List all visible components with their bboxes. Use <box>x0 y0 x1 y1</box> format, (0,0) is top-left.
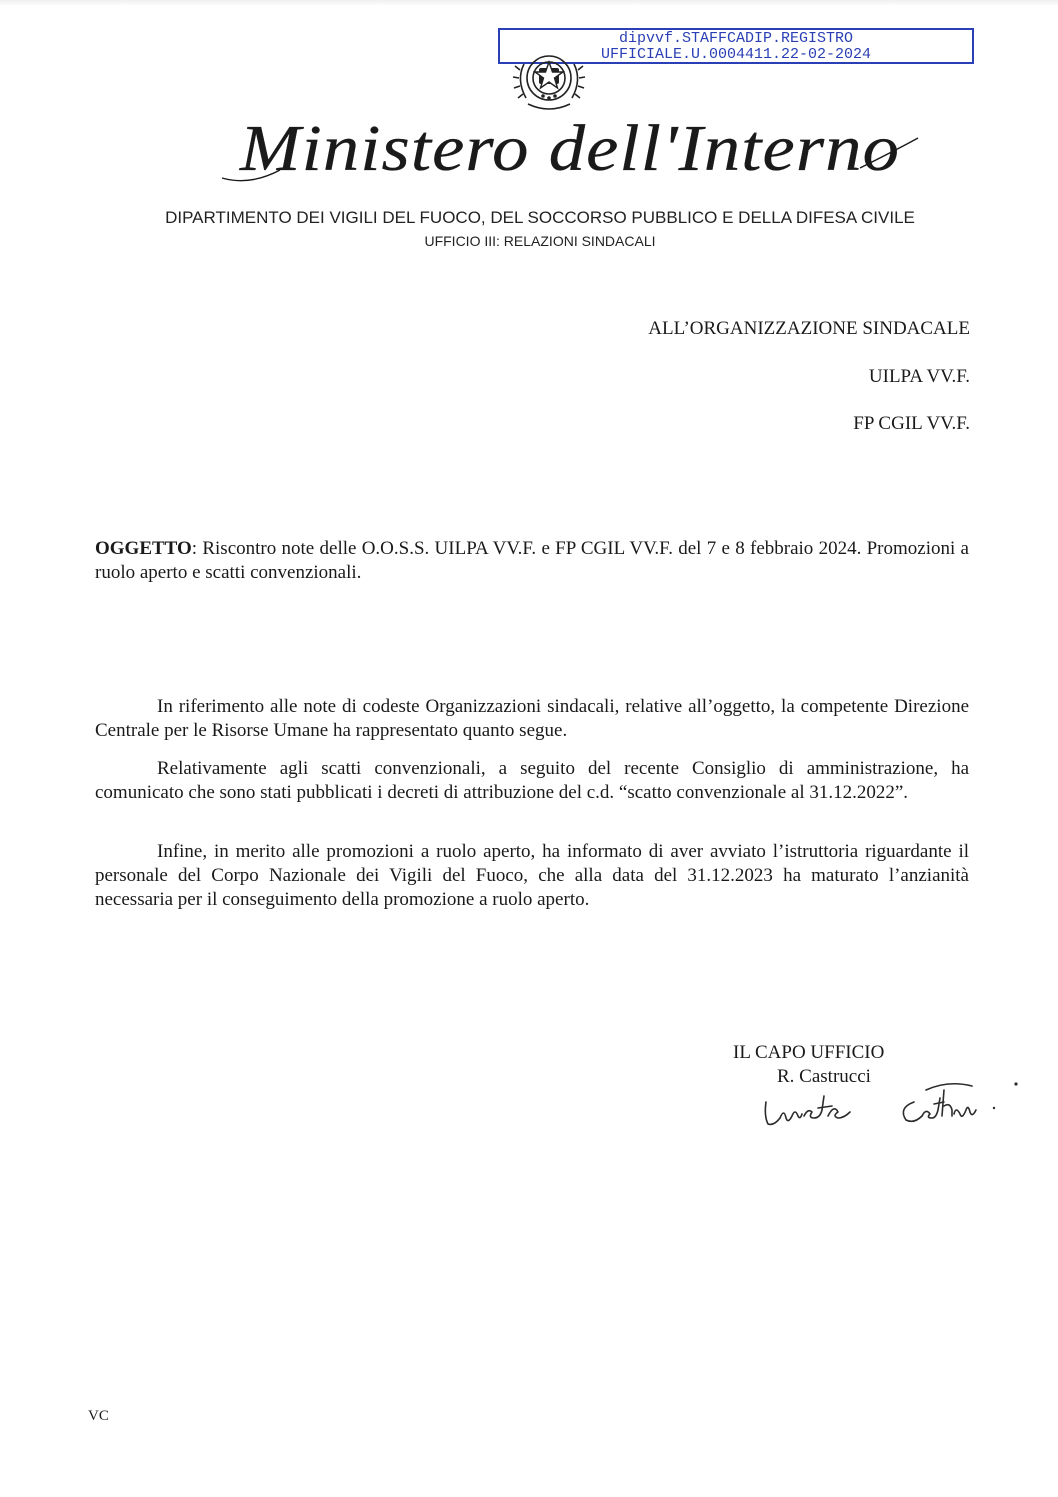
ministry-title <box>210 108 930 198</box>
body-paragraph: Infine, in merito alle promozioni a ruolo aperto, ha informato di aver avviato l’istruttoria riguardante il personale del Corpo Nazionale dei Vigili del Fuoco, che alla data del 31.12.2023 ha maturato l’anzianità necessaria per il conseguimento della promozione a ruolo aperto. <box>95 841 969 910</box>
handwritten-signature <box>758 1072 1026 1132</box>
office-name: UFFICIO III: RELAZIONI SINDACALI <box>424 233 656 249</box>
signatory-name: R. Castrucci <box>777 1066 871 1087</box>
subject-block <box>95 537 969 585</box>
recipient-line: ALL’ORGANIZZAZIONE SINDACALE <box>648 318 970 339</box>
department-name: DIPARTIMENTO DEI VIGILI DEL FUOCO, DEL SOCCORSO PUBBLICO E DELLA DIFESA CIVILE <box>165 208 915 227</box>
scan-edge <box>0 0 1058 6</box>
body-paragraph: In riferimento alle note di codeste Organizzazioni sindacali, relative all’oggetto, la competente Direzione Centrale per le Risorse Umane ha rappresentato quanto segue. <box>95 696 969 741</box>
protocol-line-2: UFFICIALE.U.0004411.22-02-2024 <box>600 46 872 63</box>
author-initials: VC <box>88 1408 109 1424</box>
subject-text: : Riscontro note delle O.O.S.S. UILPA VV.F. e FP CGIL VV.F. del 7 e 8 febbraio 2024. Promozioni a ruolo aperto e scatti convenzionali. <box>95 538 969 583</box>
italian-republic-emblem-icon <box>506 44 592 116</box>
protocol-line-1: dipvvf.STAFFCADIP.REGISTRO <box>618 30 854 47</box>
recipient-line: FP CGIL VV.F. <box>853 413 970 434</box>
subject-label: OGGETTO <box>95 538 192 559</box>
body-paragraph: Relativamente agli scatti convenzionali, a seguito del recente Consiglio di amministrazione, ha comunicato che sono stati pubblicati i decreti di attribuzione del c.d. “scatto convenzionale al 31.12.2022”. <box>95 758 969 803</box>
ministry-name: Ministero dell'Interno <box>238 112 901 185</box>
recipient-line: UILPA VV.F. <box>868 366 970 387</box>
signatory-title: IL CAPO UFFICIO <box>733 1042 885 1063</box>
